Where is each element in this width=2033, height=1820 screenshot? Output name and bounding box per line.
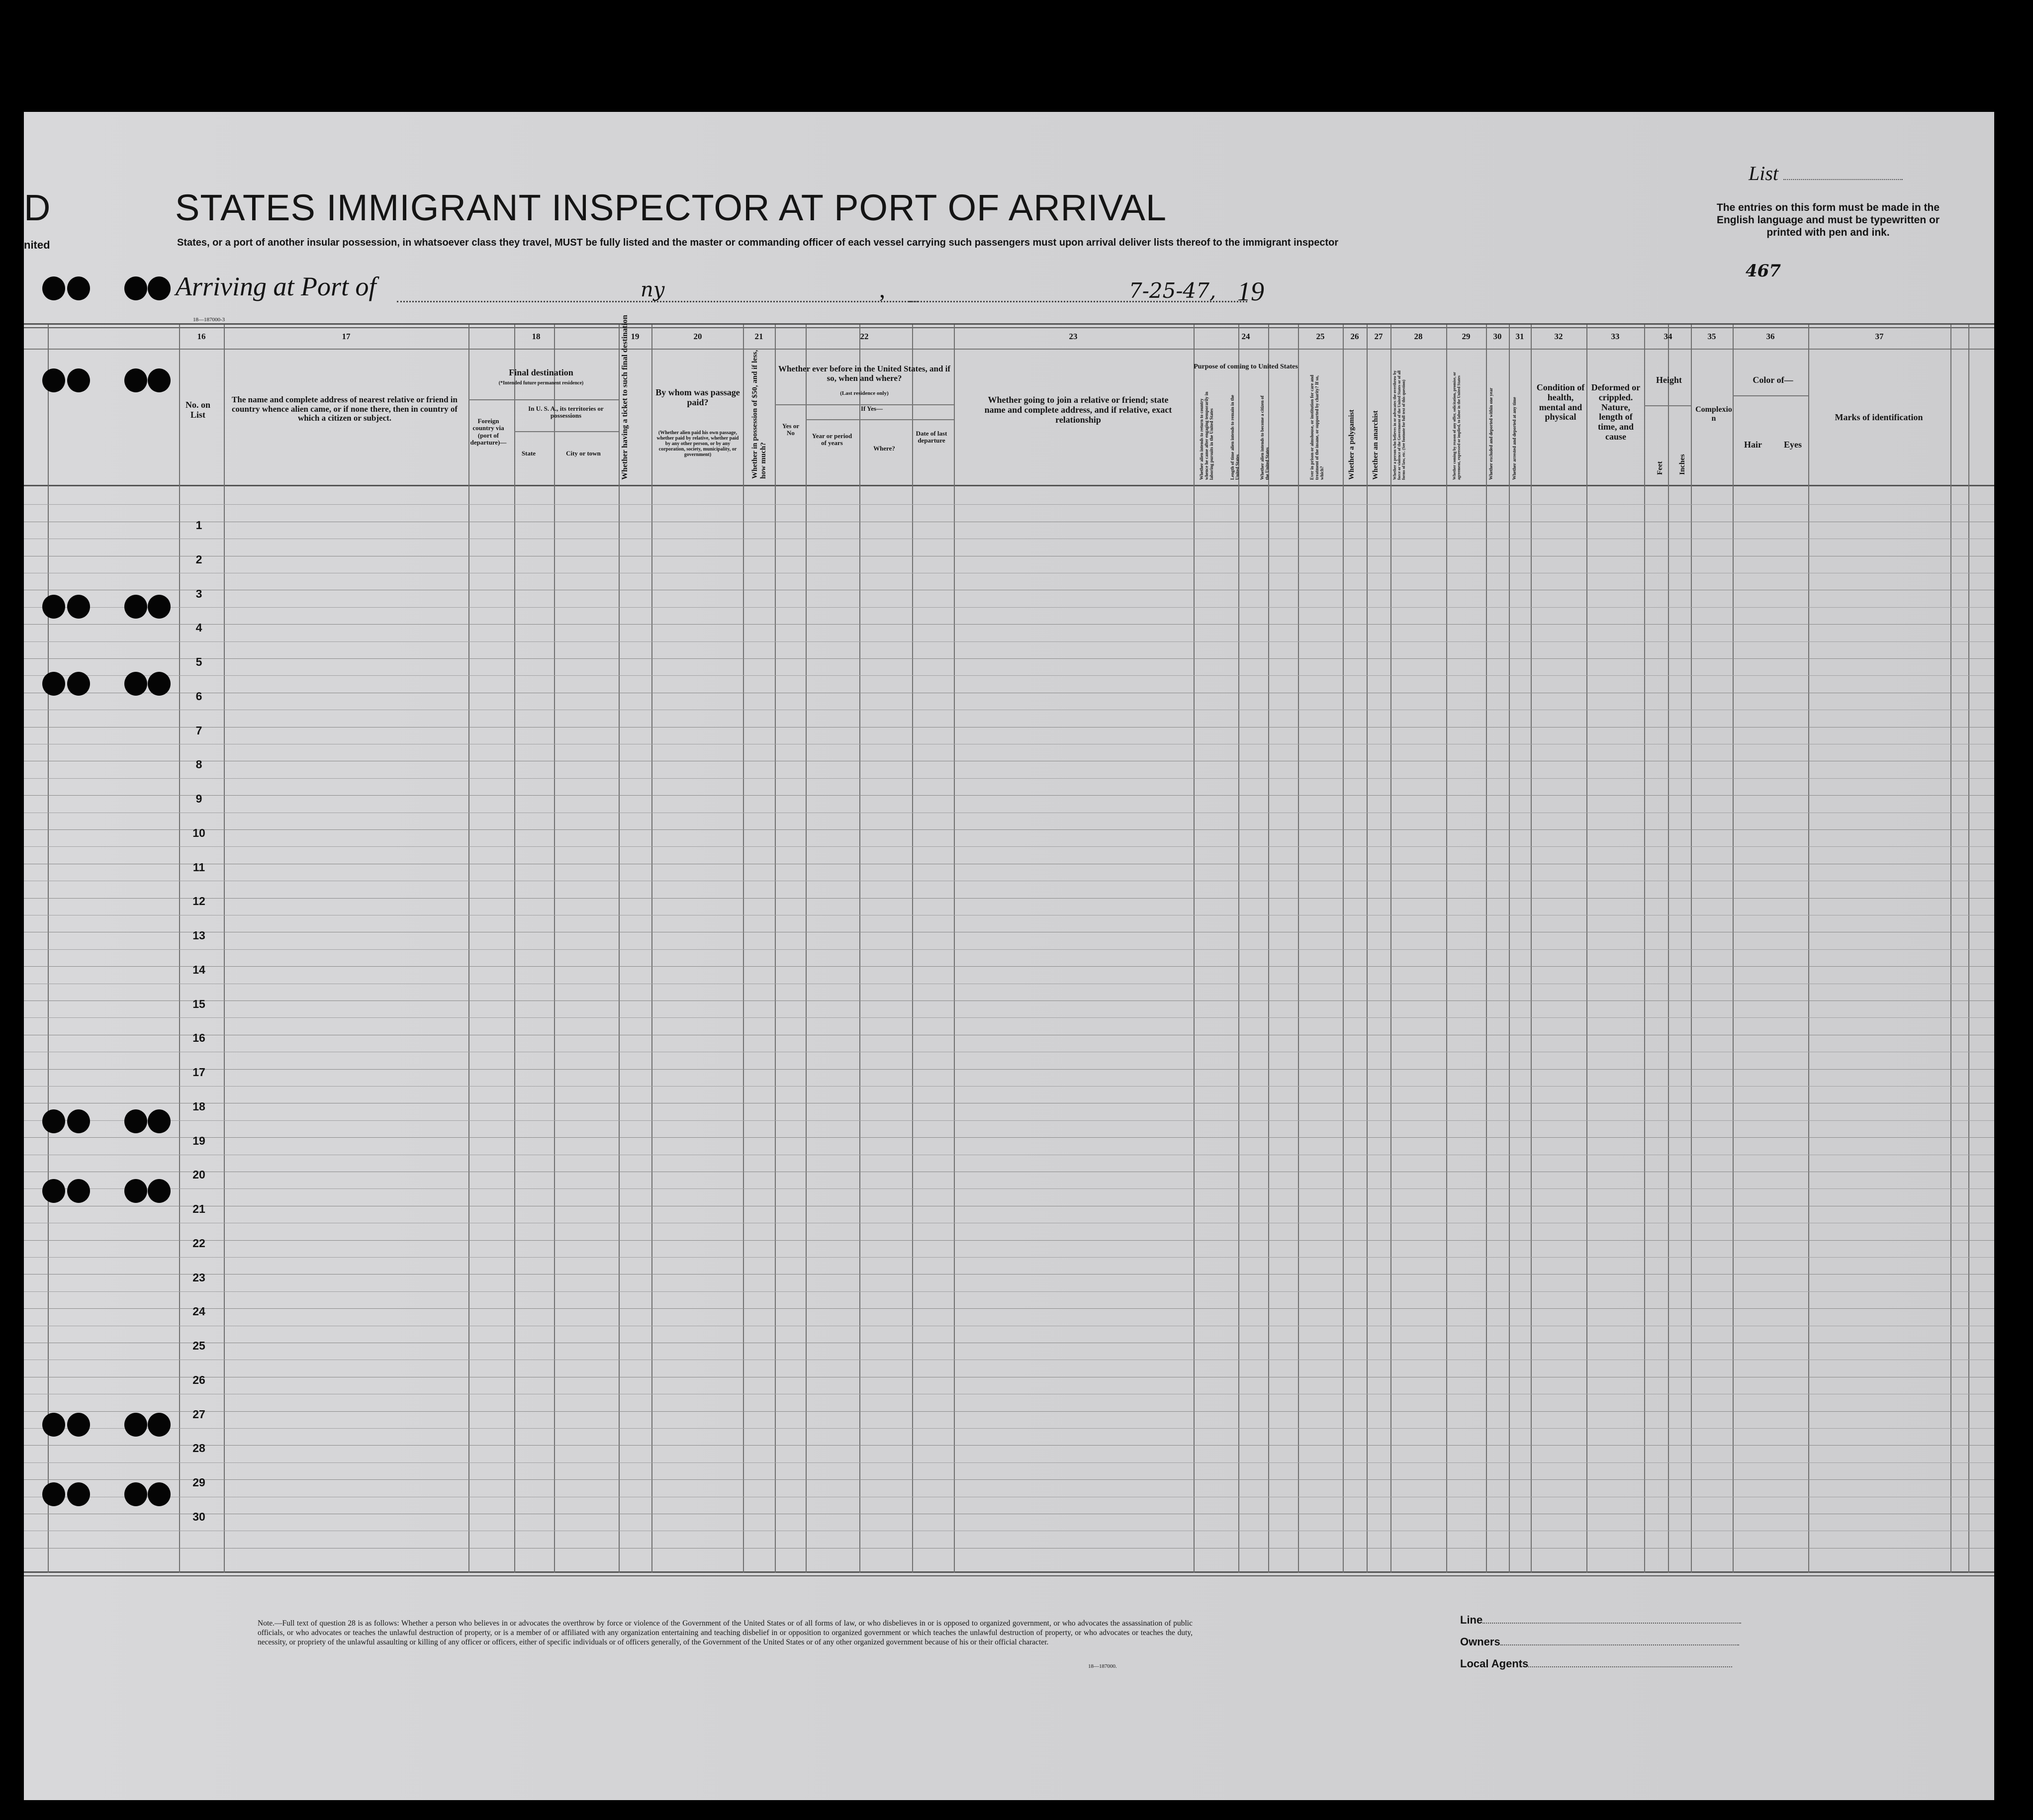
row-number: 25 <box>192 1339 205 1352</box>
punch-hole <box>67 368 90 392</box>
col22-yesno: Yes or No <box>782 422 800 437</box>
punch-hole <box>124 595 147 619</box>
col25-header: Ever in prison or almshouse, or institution for care and treatment of the insane, or supported by charity? If so, which? <box>1309 374 1324 480</box>
column-number: 36 <box>1766 332 1775 341</box>
col26-header: Whether a polygamist <box>1348 409 1356 480</box>
row-number: 8 <box>195 758 202 771</box>
col22-year: Year or period of years <box>812 432 852 447</box>
row-rule <box>24 1069 1994 1070</box>
col29-header: Whether coming by reason of any offer, solicitation, promise, or agreement, expressed or implied, to labor in the United States <box>1452 372 1461 480</box>
row-number: 1 <box>195 519 202 532</box>
column-number: 37 <box>1875 332 1884 341</box>
punch-hole <box>67 1413 90 1437</box>
punch-hole <box>42 1179 65 1203</box>
column-number: 26 <box>1350 332 1359 341</box>
col24-sub-a: Whether alien intends to return to country whence he came after engaging temporarily in laboring pursuits in the United States <box>1199 391 1214 480</box>
column-number: 17 <box>342 332 351 341</box>
row-rule <box>24 504 1994 505</box>
punch-hole <box>42 276 65 300</box>
year-prefix: 19 <box>1237 276 1264 306</box>
punch-hole <box>67 1109 90 1133</box>
col27-header: Whether an anarchist <box>1372 410 1380 480</box>
subheader-rule <box>1733 395 1808 396</box>
line-label: Line <box>1460 1614 1483 1626</box>
col24-header-title: Purpose of coming to United States <box>1194 363 1298 370</box>
punch-hole <box>67 276 90 300</box>
row-rule <box>24 1445 1994 1446</box>
punch-hole <box>124 368 147 392</box>
row-number: 7 <box>195 724 202 737</box>
column-number: 16 <box>197 332 206 341</box>
punch-hole <box>148 1109 171 1133</box>
column-number: 18 <box>532 332 541 341</box>
col33-header: Deformed or crippled. Nature, length of time, and cause <box>1591 382 1641 442</box>
punch-hole <box>42 672 65 696</box>
row-number: 24 <box>192 1305 205 1318</box>
row-number: 5 <box>195 655 202 668</box>
col31-header: Whether arrested and deported at any time <box>1512 397 1517 480</box>
handwritten-page-number: 467 <box>1746 261 1781 281</box>
col21-header: Whether in possession of $50, and if less, how much? <box>751 350 767 479</box>
agents-label: Local Agents <box>1460 1657 1529 1670</box>
col35-header: Complexion <box>1695 405 1732 423</box>
punch-hole <box>148 1413 171 1437</box>
col28-header: Whether a person who believes in or advocates the overthrow by force or violence of the Government of the United States or of all forms of law, etc. (See footnote for full text of this question) <box>1392 370 1406 480</box>
punch-hole <box>42 595 65 619</box>
row-number: 29 <box>192 1476 205 1489</box>
line-blank[interactable] <box>1482 1623 1741 1624</box>
row-rule <box>24 624 1994 625</box>
punch-hole <box>148 595 171 619</box>
row-number: 14 <box>192 963 205 976</box>
list-label-text: List <box>1749 162 1779 184</box>
row-rule <box>24 727 1994 728</box>
row-number: 10 <box>192 826 205 839</box>
punch-hole <box>148 1179 171 1203</box>
col22-where: Where? <box>873 445 895 452</box>
column-number: 25 <box>1316 332 1325 341</box>
owners-label: Owners <box>1460 1636 1500 1648</box>
row-number: 13 <box>192 929 205 942</box>
row-rule <box>24 1479 1994 1480</box>
row-number: 18 <box>192 1099 205 1113</box>
col22-ifyes: If Yes— <box>861 405 883 412</box>
row-number: 20 <box>192 1168 205 1182</box>
subheader-rule <box>514 431 619 432</box>
date-handwritten: 7-25-47, <box>1129 278 1216 303</box>
col23-header: Whether going to join a relative or friend; state name and complete address, and if relative, exact relationship <box>984 395 1172 425</box>
col20-header-note: (Whether alien paid his own passage, whether paid by relative, whether paid by any other person, or by any corporation, society, municipality, or government) <box>656 430 739 457</box>
col34-header-title: Height <box>1656 375 1682 385</box>
col32-header: Condition of health, mental and physical <box>1536 382 1585 422</box>
row-number: 17 <box>192 1066 205 1079</box>
table-top-rule <box>24 323 1994 325</box>
agents-field <box>1460 1657 1732 1670</box>
punch-hole <box>42 1413 65 1437</box>
title-fragment: D <box>24 187 51 228</box>
row-rule <box>24 1428 1994 1429</box>
port-handwritten: ny <box>641 278 665 301</box>
row-rule <box>24 1411 1994 1412</box>
column-number: 35 <box>1707 332 1716 341</box>
form-code: 18—187000-3 <box>193 317 225 323</box>
row-number: 4 <box>195 621 202 635</box>
row-rule <box>24 1257 1994 1258</box>
col22-date: Date of last departure <box>916 430 947 445</box>
row-number: 21 <box>192 1202 205 1215</box>
column-number: 29 <box>1462 332 1471 341</box>
footnote-question-28: Note.—Full text of question 28 is as follows: Whether a person who believes in or advocates the overthrow by force or violence of the Government of the United States or of all forms of law, or who disbelieves in or is opposed to organized government, or who advocates the assassination of public officials, or who advocates or teaches the unlawful destruction of property, or is a member of or affiliated with any organization entertaining and teaching disbelief in or opposition to organized government or which teaches the unlawful destruction of property, or who advocates or teaches the duty, necessity, or propriety of the unlawful assaulting or killing of any officer or officers, either of specific individuals or of officers generally, of the Government of the United States or of any other organized government because of his or their official character. <box>258 1619 1193 1646</box>
row-number: 19 <box>192 1134 205 1147</box>
punch-hole <box>67 1482 90 1506</box>
punch-hole <box>148 672 171 696</box>
col30-header: Whether excluded and deported within one year <box>1488 387 1493 480</box>
col37-header: Marks of identification <box>1835 412 1923 422</box>
col18-header-note: (*Intended future permanent residence) <box>498 380 584 386</box>
list-number-blank[interactable] <box>1783 179 1903 180</box>
row-rule <box>24 658 1994 659</box>
column-number: 24 <box>1241 332 1250 341</box>
col24-sub-c: Whether alien intends to become a citizen of the United States <box>1260 395 1270 480</box>
col36-eyes: Eyes <box>1784 440 1802 450</box>
row-rule <box>24 1462 1994 1463</box>
punch-hole <box>124 276 147 300</box>
row-rule <box>24 607 1994 608</box>
row-number: 11 <box>192 860 205 874</box>
row-rule <box>24 949 1994 950</box>
manifest-sheet: D nited STATES IMMIGRANT INSPECTOR AT PORT OF ARRIVAL States, or a port of another insular possession, in whatsoever class they travel, MUST be fully listed and the master or commanding officer of each vessel carrying such passengers must upon arrival deliver lists thereof to the immigrant inspector List The entries on this form must be made in the English language and must be typewritten or printed with pen and ink. 467 Arriving at Port of ny , 7-25-47, 19 18—187000-3 16 17 18 19 20 21 22 23 24 25 26 27 28 29 30 31 32 33 34 35 36 37 No. on List The name and complete address of nearest relative or friend in country whence alien came, or if none there, then in country of which a citizen or subject. Final destination (*Intended future permanent residence) Foreign country via (port of departure)— In U. S. A., its territories or possessions State City or town Whether having a ticket to such final destination By whom was passage paid? (Whether alien paid his own passage, whether paid by relative, whether paid by any other person, or by any corporation, society, municipality, or government) Whether in possession of $50, and if less, how much? Whether ever before in the United States, and if so, when and where? (Last residence only) Yes or No If Yes— Year or period of years Where? Date of last departure Whether going to join a relative or friend; state name and complete address, and if relative, exact relationship Purpose of coming to United States Whether alien intends to return to country whence he came after engaging temporarily in laboring pursuits in the United States Length of time alien intends to remain in the United States Whether alien intends to become a citizen of the United States Ever in prison or almshouse, or institution for care and treatment of the insane, or supported by charity? If so, which? Whether a polygamist Whether an anarchist Whether a person who believes in or advocates the overthrow by force or violence of the Government of the United States or of all forms of law, etc. (See footnote for full text of this question) Whether coming by reason of any offer, solicitation, promise, or agreement, expressed or implied, to labor in the United States Whether excluded and deported within one year Whether arrested and deported at any time Condition of health, mental and physical Deformed or crippled. Nature, length of time, and cause Height Feet Inches Complexion Color of— Hair Eyes Marks of identification 1 2 3 4 5 6 7 8 9 10 11 12 13 14 15 16 17 18 19 20 21 22 23 24 25 26 27 28 29 30 Note.—Full text of question 28 is as follows: Whether a person who believes in or advocates the overthrow by force or violence of the Government of the United States or of all forms of law, or who disbelieves in or is opposed to organized government, or who advocates the assassination of public officials, or who advocates or teaches the unlawful destruction of property, or is a member of or affiliated with any organization entertaining and teaching disbelief in or opposition to organized government or which teaches the unlawful destruction of property, or who advocates or teaches the duty, necessity, or propriety of the unlawful assaulting or killing of any officer or officers, either of specific individuals or of officers generally, of the Government of the United States or of any other organized government because of his or their official character. 18—187000. Line Owners Local Agents <box>24 112 1994 1800</box>
subheader-rule <box>806 419 954 420</box>
row-number: 16 <box>192 1031 205 1045</box>
owners-field <box>1460 1636 1739 1648</box>
margin-fragment: nited <box>24 239 50 251</box>
col18-foreign: Foreign country via (port of departure)— <box>470 417 507 446</box>
punch-hole <box>124 1109 147 1133</box>
subheader-rule <box>468 399 619 400</box>
row-number: 26 <box>192 1373 205 1386</box>
col34-inches: Inches <box>1678 454 1686 475</box>
row-number: 2 <box>195 552 202 566</box>
col18-header-title: Final destination <box>509 367 573 377</box>
row-rule <box>24 641 1994 642</box>
row-rule <box>24 1240 1994 1241</box>
col22-header-title: Whether ever before in the United States, and if so, when and where? <box>778 364 951 383</box>
punch-hole <box>67 672 90 696</box>
punch-hole <box>67 1179 90 1203</box>
footer-form-code: 18—187000. <box>1088 1663 1117 1669</box>
row-rule <box>24 778 1994 779</box>
column-number: 31 <box>1515 332 1524 341</box>
punch-hole <box>148 1482 171 1506</box>
punch-hole <box>124 1413 147 1437</box>
row-rule <box>24 1137 1994 1138</box>
arriving-label: Arriving at Port of <box>176 272 376 301</box>
row-number: 9 <box>195 792 202 805</box>
column-number: 28 <box>1414 332 1423 341</box>
page-subtitle: States, or a port of another insular possession, in whatsoever class they travel, MUST be fully listed and the master or commanding officer of each vessel carrying such passengers must upon arrival deliver lists thereof to the immigrant inspector <box>177 237 1339 248</box>
row-number: 12 <box>192 895 205 908</box>
col18-state: State <box>521 450 536 457</box>
row-number: 27 <box>192 1407 205 1421</box>
row-rule <box>24 966 1994 967</box>
col22-header-note: (Last residence only) <box>840 390 889 396</box>
col18-city: City or town <box>566 450 601 457</box>
row-rule <box>24 1086 1994 1087</box>
punch-hole <box>124 1179 147 1203</box>
column-number: 34 <box>1663 332 1672 341</box>
punch-hole <box>124 1482 147 1506</box>
row-number: 22 <box>192 1236 205 1250</box>
punch-hole <box>42 1109 65 1133</box>
col18-usa: In U. S. A., its territories or possessions <box>528 405 604 420</box>
column-number: 19 <box>631 332 640 341</box>
col36-header-title: Color of— <box>1753 375 1793 385</box>
row-number: 6 <box>195 689 202 703</box>
owners-blank[interactable] <box>1500 1644 1739 1645</box>
punch-hole <box>42 368 65 392</box>
col20-header-title: By whom was passage paid? <box>655 387 740 407</box>
form-instructions: The entries on this form must be made in the English language and must be typewritten or printed with pen and ink. <box>1716 202 1940 238</box>
agents-blank[interactable] <box>1528 1666 1732 1667</box>
subheader-rule <box>1644 405 1691 406</box>
col24-sub-b: Length of time alien intends to remain in the United States <box>1230 395 1240 480</box>
punch-hole <box>42 1482 65 1506</box>
table-bottom-rule <box>24 1571 1994 1573</box>
col17-header: The name and complete address of nearest relative or friend in country whence alien came, or if none there, then in country of which a citizen or subject. <box>231 395 458 423</box>
row-rule <box>24 846 1994 847</box>
row-rule <box>24 1308 1994 1309</box>
column-number: 20 <box>693 332 702 341</box>
row-number: 28 <box>192 1442 205 1455</box>
row-rule <box>24 1291 1994 1292</box>
column-number: 33 <box>1611 332 1620 341</box>
punch-hole <box>124 672 147 696</box>
line-field <box>1460 1614 1741 1627</box>
column-number: 27 <box>1374 332 1383 341</box>
col16-header: No. on List <box>185 400 210 420</box>
row-rule <box>24 1017 1994 1018</box>
row-rule <box>24 1188 1994 1189</box>
row-number: 23 <box>192 1271 205 1284</box>
row-number: 3 <box>195 587 202 600</box>
page-title: STATES IMMIGRANT INSPECTOR AT PORT OF ARRIVAL <box>175 187 1167 228</box>
row-number: 15 <box>192 997 205 1010</box>
row-number: 30 <box>192 1510 205 1523</box>
col19-header: Whether having a ticket to such final destination <box>621 315 629 480</box>
row-rule <box>24 1120 1994 1121</box>
punch-hole <box>67 595 90 619</box>
col34-feet: Feet <box>1656 461 1664 475</box>
col36-hair: Hair <box>1744 440 1762 450</box>
column-number: 23 <box>1069 332 1078 341</box>
list-label <box>1749 162 1903 185</box>
column-number: 30 <box>1493 332 1502 341</box>
row-rule <box>24 795 1994 796</box>
punch-hole <box>148 368 171 392</box>
column-number: 21 <box>754 332 763 341</box>
column-number: 22 <box>860 332 869 341</box>
row-rule <box>24 675 1994 676</box>
column-number: 32 <box>1554 332 1563 341</box>
row-rule <box>24 898 1994 899</box>
row-rule <box>24 829 1994 830</box>
punch-hole <box>148 276 171 300</box>
